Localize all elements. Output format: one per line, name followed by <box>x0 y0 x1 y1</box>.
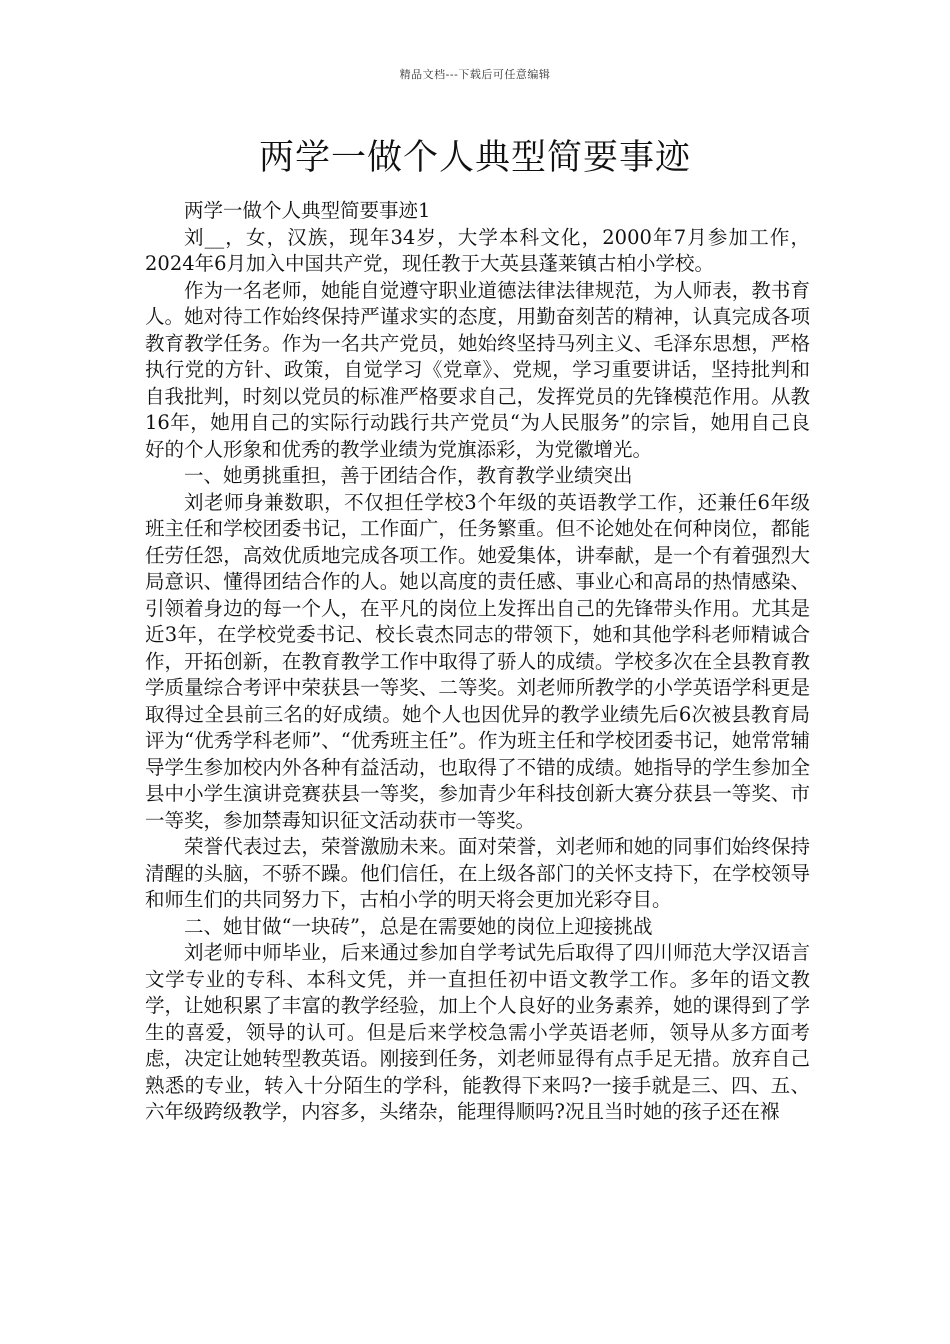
document-title: 两学一做个人典型简要事迹 <box>258 138 691 178</box>
body-paragraph: 荣誉代表过去，荣誉激励未来。面对荣誉，刘老师和她的同事们始终保持清醒的头脑，不骄不躁。他们信任，在上级各部门的关怀支持下，在学校领导和师生们的共同努力下，古柏小学的明天将会更加光彩夺目。 <box>145 835 810 911</box>
profile-paragraph: 刘__，女，汉族，现年34岁，大学本科文化，2000年7月参加工作，2024年6月加入中国共产党，现任教于大英县蓬莱镇古柏小学校。 <box>145 225 810 275</box>
body-paragraph: 作为一名老师，她能自觉遵守职业道德法律法律规范，为人师表，教书育人。她对待工作始终保持严谨求实的态度，用勤奋刻苦的精神，认真完成各项教育教学任务。作为一名共产党员，她始终坚持马列主义、毛泽东思想，严格执行党的方针、政策，自觉学习《党章》、党规，学习重要讲话，坚持批判和自我批判，时刻以党员的标准严格要求自己，发挥党员的先锋模范作用。从教16年，她用自己的实际行动践行共产党员“为人民服务”的宗旨，她用自己良好的个人形象和优秀的教学业绩为党旗添彩，为党徽增光。 <box>145 278 810 461</box>
body-paragraph: 刘老师中师毕业，后来通过参加自学考试先后取得了四川师范大学汉语言文学专业的专科、本科文凭，并一直担任初中语文教学工作。多年的语文教学，让她积累了丰富的教学经验，加上个人良好的业务素养，她的课得到了学生的喜爱，领导的认可。但是后来学校急需小学英语老师，领导从多方面考虑，决定让她转型教英语。刚接到任务，刘老师显得有点手足无措。放弃自己熟悉的专业，转入十分陌生的学科，能教得下来吗?一接手就是三、四、五、六年级跨级教学，内容多，头绪杂，能理得顺吗?况且当时她的孩子还在褓 <box>145 941 810 1123</box>
header-note: 精品文档---下载后可任意编辑 <box>399 68 551 81</box>
section-heading-1: 一、她勇挑重担，善于团结合作，教育教学业绩突出 <box>184 464 633 487</box>
section-heading-2: 二、她甘做“一块砖”，总是在需要她的岗位上迎接挑战 <box>184 914 653 938</box>
document-body <box>145 198 810 1126</box>
subtitle-paragraph: 两学一做个人典型简要事迹1 <box>184 199 431 222</box>
body-paragraph: 刘老师身兼数职，不仅担任学校3个年级的英语教学工作，还兼任6年级班主任和学校团委书记，工作面广，任务繁重。但不论她处在何种岗位，都能任劳任怨，高效优质地完成各项工作。她爱集体，讲奉献，是一个有着强烈大局意识、懂得团结合作的人。她以高度的责任感、事业心和高昂的热情感染、引领着身边的每一个人，在平凡的岗位上发挥出自己的先锋带头作用。尤其是近3年，在学校党委书记、校长袁杰同志的带领下，她和其他学科老师精诚合作，开拓创新，在教育教学工作中取得了骄人的成绩。学校多次在全县教育教学质量综合考评中荣获县一等奖、二等奖。刘老师所教学的小学英语学科更是取得过全县前三名的好成绩。她个人也因优异的教学业绩先后6次被县教育局评为“优秀学科老师”、“优秀班主任”。作为班主任和学校团委书记，她常常辅导学生参加校内外各种有益活动，也取得了不错的成绩。她指导的学生参加全县中小学生演讲竞赛获县一等奖，参加青少年科技创新大赛分获县一等奖、市一等奖，参加禁毒知识征文活动获市一等奖。 <box>145 490 810 832</box>
